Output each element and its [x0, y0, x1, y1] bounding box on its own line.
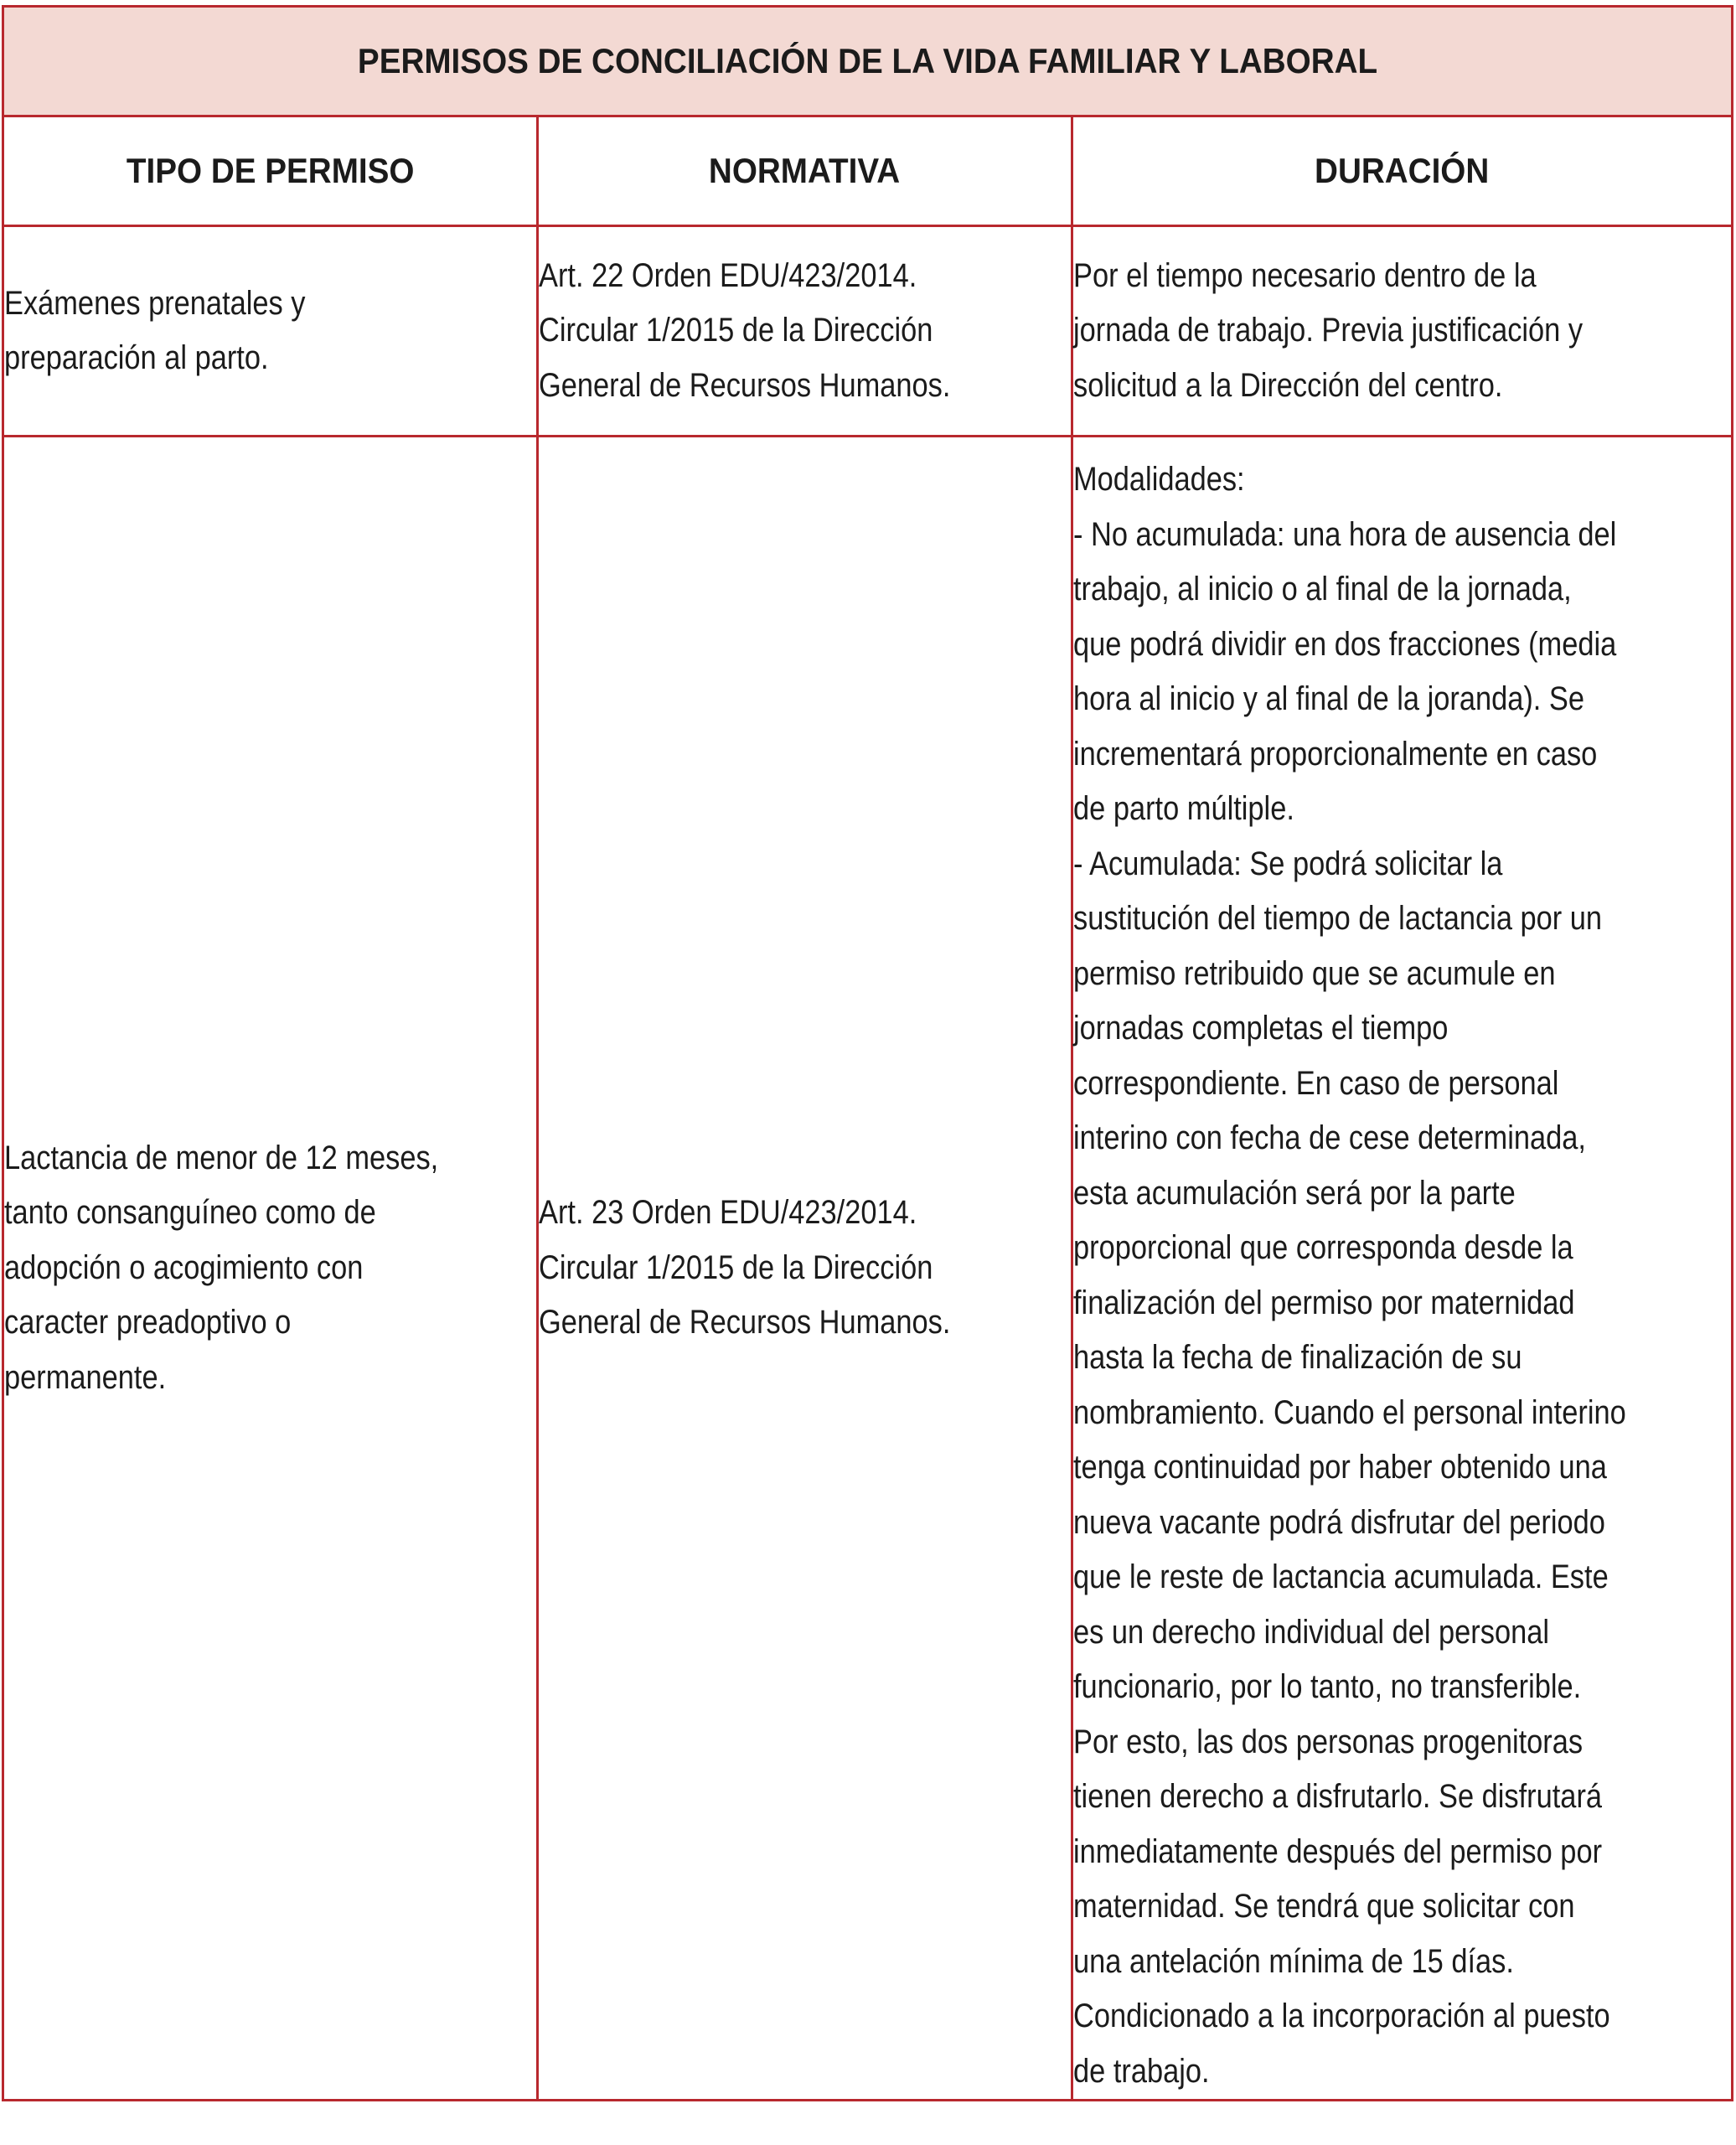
table-row: [3, 226, 1733, 437]
header-tipo-cell: [3, 116, 538, 226]
title-row: [3, 7, 1733, 116]
table-row: [3, 437, 1733, 2101]
header-row: [3, 116, 1733, 226]
header-duracion: DURACIÓN: [1315, 151, 1490, 190]
tipo-text: Exámenes prenatales y preparación al parto.: [4, 284, 306, 376]
header-normativa-cell: [538, 116, 1072, 226]
normativa-cell: [538, 226, 1072, 437]
table-title: PERMISOS DE CONCILIACIÓN DE LA VIDA FAMILIAR Y LABORAL: [357, 41, 1378, 80]
normativa-text: Art. 23 Orden EDU/423/2014. Circular 1/2015 de la Dirección General de Recursos Humanos.: [539, 1194, 951, 1341]
tipo-text: Lactancia de menor de 12 meses, tanto consanguíneo como de adopción o acogimiento con caracter preadoptivo o permanente.: [4, 1139, 439, 1396]
table-title-cell: [3, 7, 1733, 116]
header-duracion-cell: [1072, 116, 1733, 226]
header-tipo: TIPO DE PERMISO: [126, 151, 415, 190]
duracion-text: Por el tiempo necesario dentro de la jornada de trabajo. Previa justificación y solicitud a la Dirección del centro.: [1073, 256, 1584, 404]
tipo-cell: [3, 437, 538, 2101]
normativa-cell: [538, 437, 1072, 2101]
normativa-text: Art. 22 Orden EDU/423/2014. Circular 1/2015 de la Dirección General de Recursos Humanos.: [539, 256, 951, 404]
tipo-cell: [3, 226, 538, 437]
permisos-table: [2, 5, 1733, 2101]
duracion-cell: [1072, 437, 1733, 2101]
duracion-text: Modalidades: - No acumulada: una hora de ausencia del trabajo, al inicio o al final de la jornada, que podrá dividir en dos fracciones (media hora al inicio y al final de la joranda). Se incrementará proporcionalmente en caso de parto múltiple. - Acumulada: Se podrá solicitar la sustitución del tiempo de lactancia por un permiso retribuido que se acumule en jornadas completas el tiempo correspondiente. En caso de personal interino con fecha de cese determinada, esta acumulación será por la parte proporcional que corresponda desde la finalización del permiso por maternidad hasta la fecha de finalización de su nombramiento. Cuando el personal interino tenga continuidad por haber obtenido una nueva vacante podrá disfrutar del periodo que le reste de lactancia acumulada. Este es un derecho individual del personal funcionario, por lo tanto, no transferible. Por esto, las dos personas progenitoras tienen derecho a disfrutarlo. Se disfrutará inmediatamente después del permiso por maternidad. Se tendrá que solicitar con una antelación mínima de 15 días. Condicionado a la incorporación al puesto de trabajo.: [1073, 461, 1626, 2090]
header-normativa: NORMATIVA: [709, 151, 901, 190]
duracion-cell: [1072, 226, 1733, 437]
